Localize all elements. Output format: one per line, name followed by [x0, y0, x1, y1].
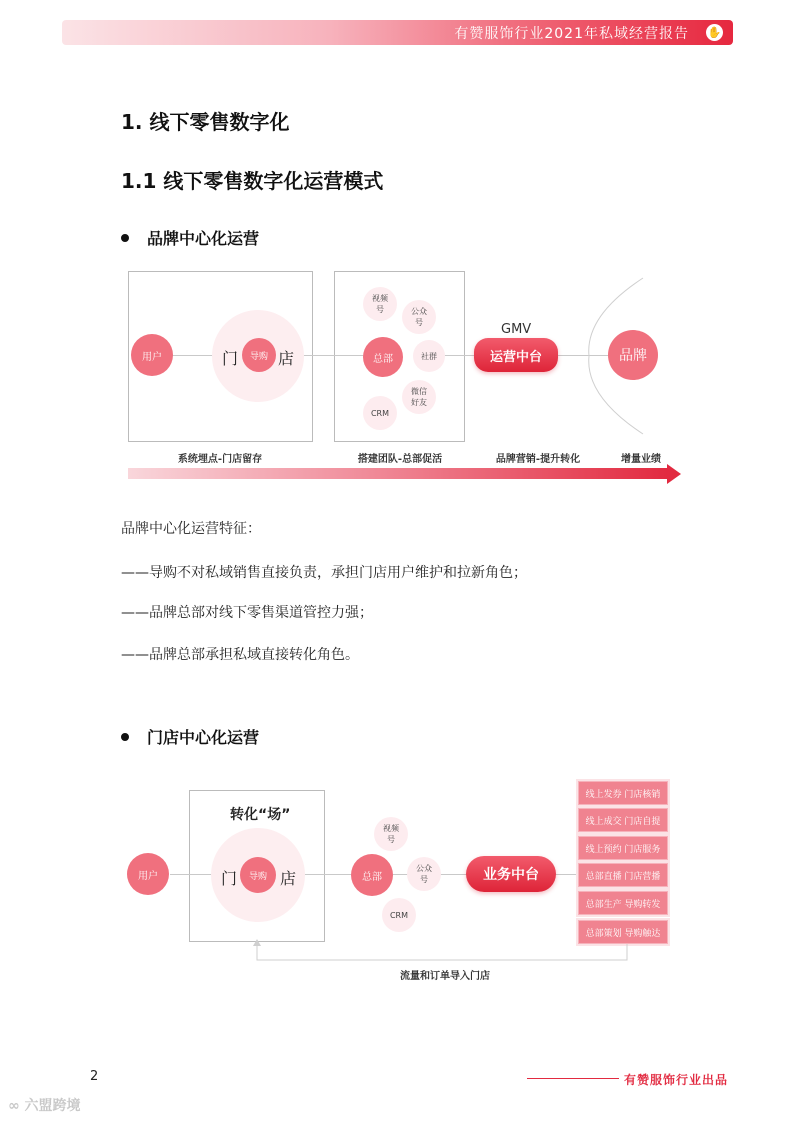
stage-label-1: 系统埋点-门店留存 [177, 454, 263, 465]
gmv-label: GMV [501, 322, 532, 337]
video-node: 视频号 [363, 287, 397, 321]
bullet-heading-store: 门店中心化运营 [121, 725, 259, 748]
header-bar [62, 20, 733, 45]
subsection-heading: 1.1 线下零售数字化运营模式 [121, 169, 384, 193]
biz-center-pill: 业务中台 [466, 856, 556, 892]
store-right-char: 店 [280, 869, 297, 888]
stage-label-4: 增量业绩 [621, 454, 661, 465]
ops-center-pill: 运营中台 [474, 338, 558, 372]
watermark-logo-icon: ∞ [8, 1098, 20, 1114]
footer-divider [527, 1078, 619, 1079]
hq-node: 总部 [363, 337, 403, 377]
crm-node: CRM [363, 396, 397, 430]
user-node: 用户 [127, 853, 169, 895]
bullet-icon [121, 234, 129, 242]
feature-item: ——导购不对私域销售直接负责，承担门店用户维护和拉新角色； [121, 565, 527, 581]
feature-item: ——品牌总部对线下零售渠道管控力强； [121, 605, 373, 621]
report-title: 有赞服饰行业2021年私域经营报告 [454, 26, 689, 42]
user-node: 用户 [131, 334, 173, 376]
channel-tag: 总部策划 导购触达 [578, 920, 668, 944]
features-title: 品牌中心化运营特征： [121, 521, 261, 537]
hq-node: 总部 [351, 854, 393, 896]
store-left-char: 门 [222, 349, 239, 368]
community-node: 社群 [413, 340, 445, 372]
brand-node: 品牌 [608, 330, 658, 380]
page-number: 2 [90, 1069, 99, 1084]
return-path [250, 938, 630, 964]
official-node: 公众号 [407, 857, 441, 891]
footer-text: 有赞服饰行业出品 [624, 1073, 729, 1087]
wechat-node: 微信好友 [402, 380, 436, 414]
official-node: 公众号 [402, 300, 436, 334]
feature-item: ——品牌总部承担私域直接转化角色。 [121, 647, 359, 663]
section-heading: 1. 线下零售数字化 [121, 110, 290, 134]
watermark: ∞ 六盟跨境 [8, 1098, 81, 1114]
guide-node: 导购 [240, 857, 276, 893]
channel-tag: 总部生产 导购转发 [578, 891, 668, 915]
channel-tag: 线上成交 门店自提 [578, 808, 668, 832]
video-node: 视频号 [374, 817, 408, 851]
brand-logo-icon: ✋ [707, 26, 722, 39]
guide-node: 导购 [242, 338, 276, 372]
stage-label-3: 品牌营销-提升转化 [495, 454, 581, 465]
arrow-head-icon [667, 464, 681, 484]
channel-tag: 线上发券 门店核销 [578, 781, 668, 805]
progress-arrow [128, 468, 668, 479]
bottom-label: 流量和订单导入门店 [400, 971, 490, 982]
crm-node: CRM [382, 898, 416, 932]
stage-label-2: 搭建团队-总部促活 [357, 454, 443, 465]
channel-tag: 线上预约 门店服务 [578, 836, 668, 860]
bullet-heading-brand: 品牌中心化运营 [121, 226, 259, 249]
bullet-icon [121, 733, 129, 741]
scene-title: 转化“场” [230, 807, 291, 823]
store-left-char: 门 [221, 869, 238, 888]
store-right-char: 店 [278, 349, 295, 368]
channel-tag: 总部直播 门店营播 [578, 863, 668, 887]
